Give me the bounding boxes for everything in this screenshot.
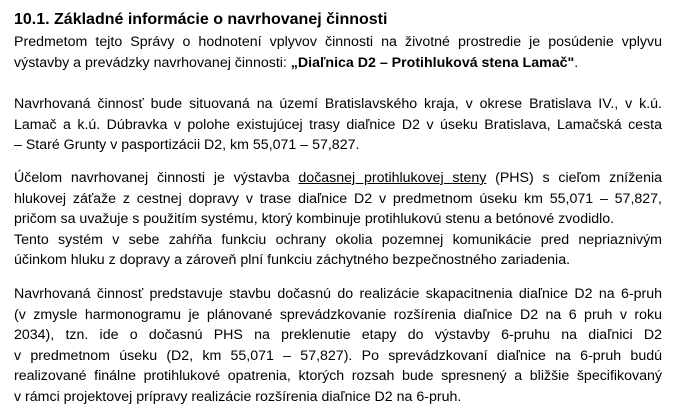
underlined-term: dočasnej protihlukovej steny (298, 170, 487, 186)
paragraph-purpose (14, 168, 662, 271)
text-line (14, 168, 662, 189)
text-line: pričom sa uvažuje s použitím systému, ktorý kombinuje protihlukovú stenu a betónové zvodidlo. (14, 211, 615, 228)
text-line: Navrhovaná činnosť bude situovaná na území Bratislavského kraja, v okrese Bratislava IV., v k.ú. (14, 96, 662, 112)
text-line: – Staré Grunty v pasportizácii D2, km 55,071 – 57,827. (14, 137, 360, 154)
text-line: (v zmysle harmonogramu je plánované sprevádzkovanie rozšírenia diaľnice D2 na 6 pruh v roku (14, 306, 662, 323)
text-run: Účelom navrhovanej činnosti je výstavba (14, 170, 299, 186)
paragraph-temporary-structure (14, 284, 662, 408)
text-line: Predmetom tejto Správy o hodnotení vplyvov činnosti na životné prostredie je posúdenie vplyvu (14, 34, 662, 50)
text-line: 2034), tzn. ide o dočasnú PHS na preklenutie etapy do výstavby 6-pruhu na diaľnici D2 (14, 327, 662, 344)
text-line: realizované finálne protihlukové opatrenia, ktorých rozsah bude spresnený a bližšie špecifikovaný (14, 368, 662, 385)
text-line: v predmetnom úseku (D2, km 55,071 – 57,827). Po sprevádzkovaní diaľnice na 6-pruh budú (14, 347, 662, 364)
text-run: (PHS) s cieľom zníženia (486, 170, 662, 186)
text-line: Tento systém v sebe zahŕňa funkciu ochrany okolia pozemnej komunikácie pred nepriaznivým (14, 231, 662, 248)
text-line: hlukovej záťaže z cestnej dopravy v trase diaľnice D2 v predmetnom úseku km 55,071 – 57,827, (14, 190, 662, 207)
text-line: Lamač a k.ú. Dúbravka v polohe existujúcej trasy diaľnice D2 v úseku Bratislava, Lamačská cesta (14, 116, 662, 133)
text-line (14, 53, 662, 74)
project-name-bold: „Diaľnica D2 – Protihluková stena Lamač" (290, 54, 575, 71)
text-line: v rámci projektovej prípravy realizácie rozšírenia diaľnice D2 na 6-pruh. (14, 388, 462, 405)
text-line: Navrhovaná činnosť predstavuje stavbu dočasnú do realizácie skapacitnenia diaľnice D2 na 6-pruh (14, 286, 662, 302)
paragraph-location (14, 94, 662, 156)
text-run: . (574, 54, 579, 71)
text-line: účinkom hluku z dopravy a zároveň plní funkciu záchytného bezpečnostného zariadenia. (14, 252, 571, 269)
text-run: výstavby a prevádzky navrhovanej činnosti: (14, 54, 291, 71)
section-heading: 10.1. Základné informácie o navrhovanej činnosti (14, 11, 388, 28)
paragraph-subject (14, 32, 662, 73)
